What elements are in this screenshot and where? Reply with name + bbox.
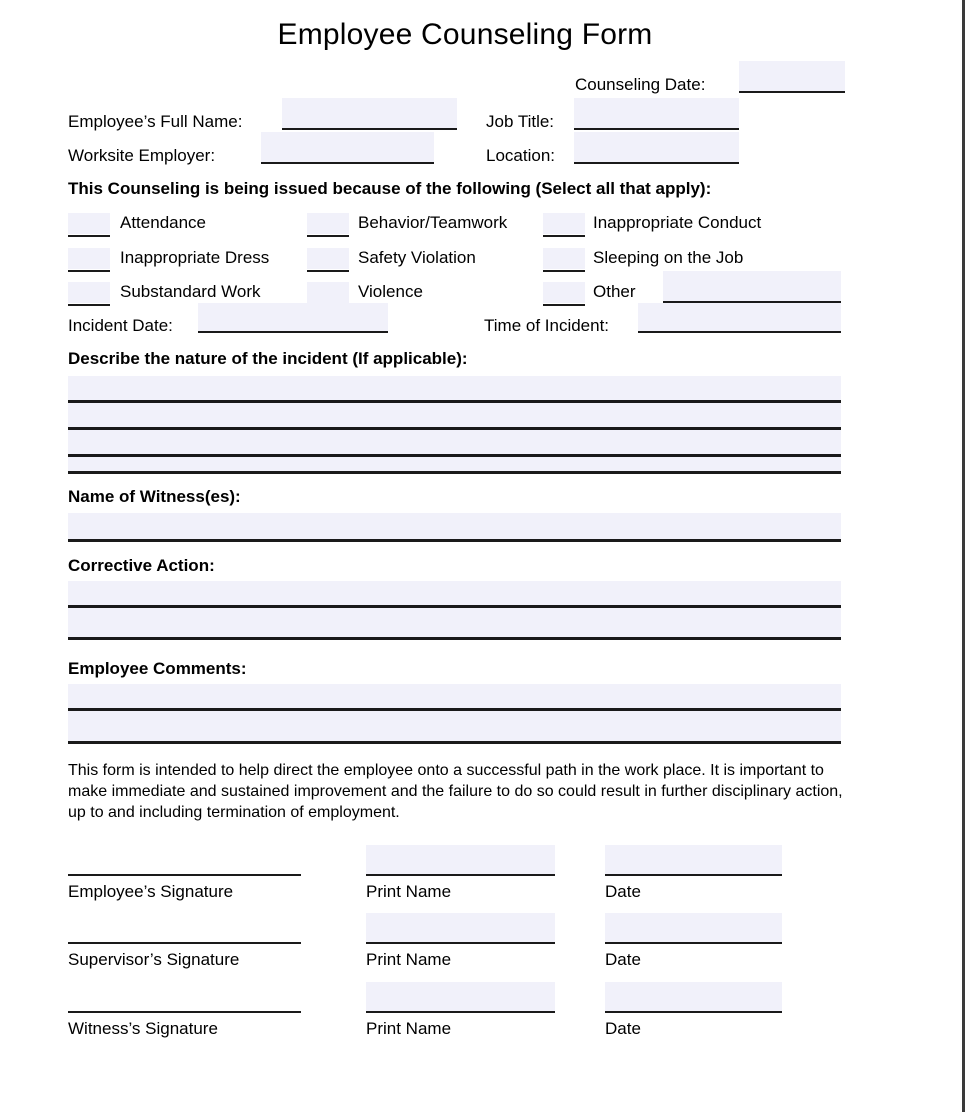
- checkbox-label-inappropriate-dress: Inappropriate Dress: [120, 248, 270, 267]
- counseling-date-rule: [739, 91, 845, 93]
- employee-date-fill: [605, 845, 782, 874]
- reasons-heading: This Counseling is being issued because of the following (Select all that apply):: [68, 179, 712, 198]
- counseling-date-field-fill: [739, 61, 845, 91]
- describe-line-3-fill: [68, 430, 841, 454]
- checkbox-sleeping-on-the-job-rule: [543, 270, 585, 272]
- checkbox-label-substandard-work: Substandard Work: [120, 282, 261, 301]
- employee-date-label: Date: [605, 882, 641, 901]
- page-title: Employee Counseling Form: [277, 18, 653, 51]
- supervisor-date-fill: [605, 913, 782, 942]
- checkbox-behavior-teamwork-fill: [307, 213, 349, 234]
- checkbox-sleeping-on-the-job[interactable]: [543, 248, 585, 272]
- incident-time-rule: [638, 331, 841, 333]
- incident-time-label: Time of Incident:: [484, 316, 610, 335]
- employee-comments-line-1-fill: [68, 684, 841, 708]
- incident-date-field-fill: [198, 303, 388, 331]
- checkbox-attendance-rule: [68, 235, 110, 237]
- employee-signature-rule: [68, 874, 301, 876]
- checkbox-attendance-fill: [68, 213, 110, 234]
- checkbox-inappropriate-conduct-rule: [543, 235, 585, 237]
- counseling-date-label: Counseling Date:: [575, 75, 706, 94]
- witness-line-1-fill: [68, 513, 841, 539]
- witness-date-fill: [605, 982, 782, 1011]
- checkbox-other-fill: [543, 282, 585, 303]
- employee-comments-heading: Employee Comments:: [68, 659, 247, 678]
- employee-name-field-fill: [282, 98, 457, 128]
- supervisor-date-label: Date: [605, 950, 641, 969]
- checkbox-behavior-teamwork[interactable]: [307, 213, 349, 237]
- checkbox-inappropriate-dress-rule: [68, 270, 110, 272]
- describe-heading: Describe the nature of the incident (If applicable):: [68, 349, 468, 368]
- employee-signature-label: Employee’s Signature: [68, 882, 234, 901]
- location-rule: [574, 162, 739, 164]
- supervisor-signature-rule: [68, 942, 301, 944]
- checkbox-behavior-teamwork-rule: [307, 235, 349, 237]
- supervisor-print-name-rule: [366, 942, 555, 944]
- corrective-action-line-1-fill: [68, 581, 841, 605]
- other-field-fill: [663, 271, 841, 301]
- describe-line-2-fill: [68, 403, 841, 427]
- witness-print-name-label: Print Name: [366, 1019, 452, 1038]
- checkbox-violence-fill: [307, 282, 349, 303]
- describe-line-4-fill: [68, 457, 841, 471]
- witness-date-label: Date: [605, 1019, 641, 1038]
- worksite-employer-label: Worksite Employer:: [68, 146, 216, 165]
- supervisor-print-name-fill: [366, 913, 555, 942]
- checkbox-safety-violation-rule: [307, 270, 349, 272]
- witness-print-name-rule: [366, 1011, 555, 1013]
- supervisor-date-rule: [605, 942, 782, 944]
- checkbox-label-sleeping-on-the-job: Sleeping on the Job: [593, 248, 744, 267]
- checkbox-label-safety-violation: Safety Violation: [358, 248, 476, 267]
- checkbox-substandard-work[interactable]: [68, 282, 110, 306]
- incident-time-field-fill: [638, 303, 841, 331]
- supervisor-signature-label: Supervisor’s Signature: [68, 950, 240, 969]
- witness-print-name-fill: [366, 982, 555, 1011]
- witness-date-rule: [605, 1011, 782, 1013]
- employee-print-name-fill: [366, 845, 555, 874]
- employee-name-rule: [282, 128, 457, 130]
- checkbox-label-other: Other: [593, 282, 636, 301]
- employee-comments-line-2-rule: [68, 741, 841, 744]
- checkbox-inappropriate-dress-fill: [68, 248, 110, 269]
- checkbox-inappropriate-conduct-fill: [543, 213, 585, 234]
- corrective-action-line-2-fill: [68, 608, 841, 637]
- checkbox-label-violence: Violence: [358, 282, 423, 301]
- job-title-rule: [574, 128, 739, 130]
- worksite-employer-field-fill: [261, 132, 434, 162]
- checkbox-other[interactable]: [543, 282, 585, 306]
- checkbox-substandard-work-rule: [68, 304, 110, 306]
- describe-line-1-fill: [68, 376, 841, 400]
- checkbox-attendance[interactable]: [68, 213, 110, 237]
- supervisor-print-name-label: Print Name: [366, 950, 452, 969]
- checkbox-inappropriate-conduct[interactable]: [543, 213, 585, 237]
- checkbox-other-rule: [543, 304, 585, 306]
- checkbox-safety-violation-fill: [307, 248, 349, 269]
- employee-name-label: Employee’s Full Name:: [68, 112, 243, 131]
- witness-heading: Name of Witness(es):: [68, 487, 241, 506]
- corrective-action-heading: Corrective Action:: [68, 556, 215, 575]
- employee-comments-line-2-fill: [68, 711, 841, 741]
- describe-line-4-rule: [68, 471, 841, 474]
- incident-date-label: Incident Date:: [68, 316, 173, 335]
- corrective-action-line-2-rule: [68, 637, 841, 640]
- disclaimer-text: This form is intended to help direct the employee onto a successful path in the work place. It is important to make immediate and sustained improvement and the failure to do so could result in further disciplinary action, up to and including termination of employment.: [68, 762, 843, 821]
- checkbox-label-behavior-teamwork: Behavior/Teamwork: [358, 213, 508, 232]
- witness-signature-rule: [68, 1011, 301, 1013]
- checkbox-substandard-work-fill: [68, 282, 110, 303]
- job-title-field-fill: [574, 98, 739, 128]
- checkbox-label-inappropriate-conduct: Inappropriate Conduct: [593, 213, 762, 232]
- worksite-employer-rule: [261, 162, 434, 164]
- employee-date-rule: [605, 874, 782, 876]
- location-label: Location:: [486, 146, 555, 165]
- job-title-label: Job Title:: [486, 112, 555, 131]
- incident-date-rule: [198, 331, 388, 333]
- checkbox-sleeping-on-the-job-fill: [543, 248, 585, 269]
- employee-print-name-rule: [366, 874, 555, 876]
- checkbox-safety-violation[interactable]: [307, 248, 349, 272]
- checkbox-label-attendance: Attendance: [120, 213, 207, 232]
- checkbox-inappropriate-dress[interactable]: [68, 248, 110, 272]
- employee-print-name-label: Print Name: [366, 882, 452, 901]
- witness-line-1-rule: [68, 539, 841, 542]
- witness-signature-label: Witness’s Signature: [68, 1019, 218, 1038]
- location-field-fill: [574, 132, 739, 162]
